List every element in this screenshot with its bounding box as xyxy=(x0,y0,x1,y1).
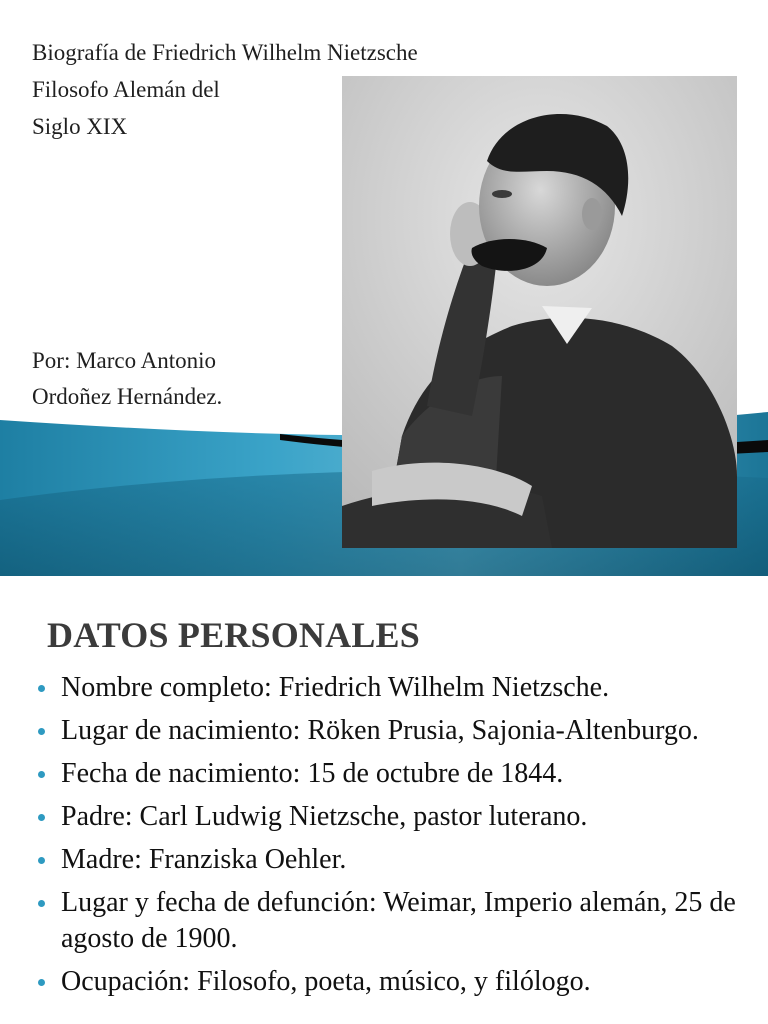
list-item-text: Lugar y fecha de defunción: Weimar, Imperio alemán, 25 de agosto de 1900. xyxy=(61,887,736,954)
content-slide xyxy=(0,576,768,1024)
bullet-icon xyxy=(38,900,45,907)
bullet-icon xyxy=(38,857,45,864)
portrait-photo xyxy=(342,76,737,548)
bullet-icon xyxy=(38,814,45,821)
list-item xyxy=(36,842,756,878)
list-item-text: Madre: Franziska Oehler. xyxy=(61,844,347,875)
title-line: Biografía de Friedrich Wilhelm Nietzsche xyxy=(32,40,418,65)
bullet-list xyxy=(36,670,756,1007)
bullet-icon xyxy=(38,685,45,692)
list-item-text: Fecha de nacimiento: 15 de octubre de 1844. xyxy=(61,758,564,789)
bullet-icon xyxy=(38,728,45,735)
list-item xyxy=(36,799,756,835)
title-line: Filosofo Alemán del xyxy=(32,77,220,102)
list-item xyxy=(36,964,756,1000)
section-title: DATOS PERSONALES xyxy=(47,615,420,655)
list-item-text: Padre: Carl Ludwig Nietzsche, pastor luterano. xyxy=(61,801,588,832)
bullet-icon xyxy=(38,979,45,986)
list-item-text: Nombre completo: Friedrich Wilhelm Nietzsche. xyxy=(61,672,610,703)
list-item xyxy=(36,713,756,749)
author-credit xyxy=(32,343,222,415)
list-item xyxy=(36,670,756,706)
author-line: Ordoñez Hernández. xyxy=(32,384,223,409)
author-line: Por: Marco Antonio xyxy=(32,348,216,373)
list-item xyxy=(36,756,756,792)
list-item-text: Ocupación: Filosofo, poeta, músico, y filólogo. xyxy=(61,966,591,997)
list-item-text: Lugar de nacimiento: Röken Prusia, Sajonia-Altenburgo. xyxy=(61,715,699,746)
list-item xyxy=(36,885,756,957)
title-line: Siglo XIX xyxy=(32,114,128,139)
bullet-icon xyxy=(38,771,45,778)
